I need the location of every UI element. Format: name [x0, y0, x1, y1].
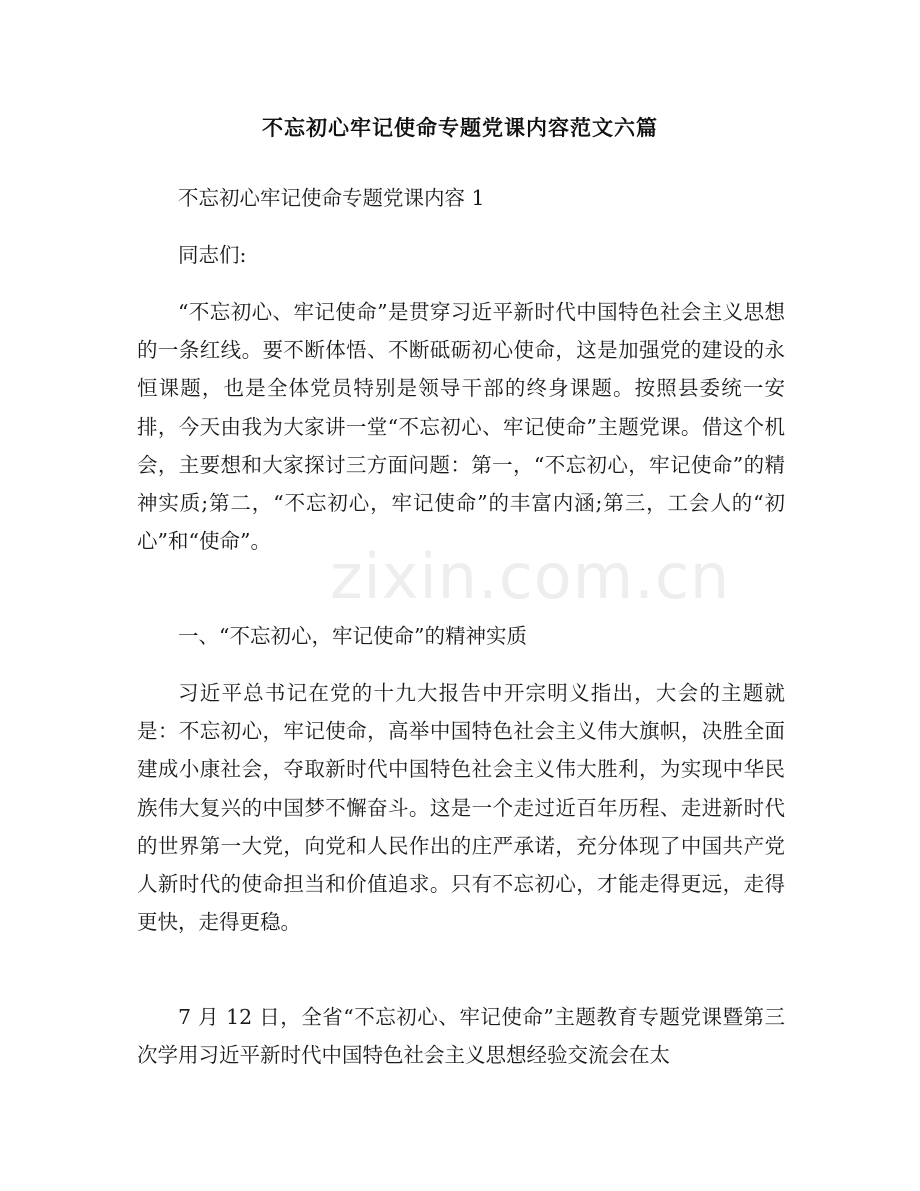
watermark: zixin.com.cn [330, 540, 731, 613]
paragraph-body: 习近平总书记在党的十九大报告中开宗明义指出，大会的主题就是：不忘初心，牢记使命，高举中国特色社会主义伟大旗帜，决胜全面建成小康社会，夺取新时代中国特色社会主义伟大胜利，为实现中华民族伟大复兴的中国梦不懈奋斗。这是一个走过近百年历程、走进新时代的世界第一大党，向党和人民作出的庄严承诺，充分体现了中国共产党人新时代的使命担当和价值追求。只有不忘初心，才能走得更远，走得更快，走得更稳。 [137, 681, 785, 935]
paragraph-intro: “不忘初心、牢记使命”是贯穿习近平新时代中国特色社会主义思想的一条红线。要不断体悟、不断砥砺初心使命，这是加强党的建设的永恒课题，也是全体党员特别是领导干部的终身课题。按照县委统一安排，今天由我为大家讲一堂“不忘初心、牢记使命”主题党课。借这个机会，主要想和大家探讨三方面问题：第一，“不忘初心，牢记使命”的精神实质;第二，“不忘初心，牢记使命”的丰富内涵;第三，工会人的“初心”和“使命”。 [137, 300, 785, 554]
section-heading: 不忘初心牢记使命专题党课内容 1 [178, 186, 485, 210]
salutation: 同志们: [178, 243, 247, 267]
subheading-1: 一、“不忘初心，牢记使命”的精神实质 [178, 624, 527, 648]
document-title: 不忘初心牢记使命专题党课内容范文六篇 [262, 116, 658, 140]
paragraph-event: 7 月 12 日，全省“不忘初心、牢记使命”主题教育专题党课暨第三次学用习近平新时代中国特色社会主义思想经验交流会在太 [137, 1005, 785, 1068]
